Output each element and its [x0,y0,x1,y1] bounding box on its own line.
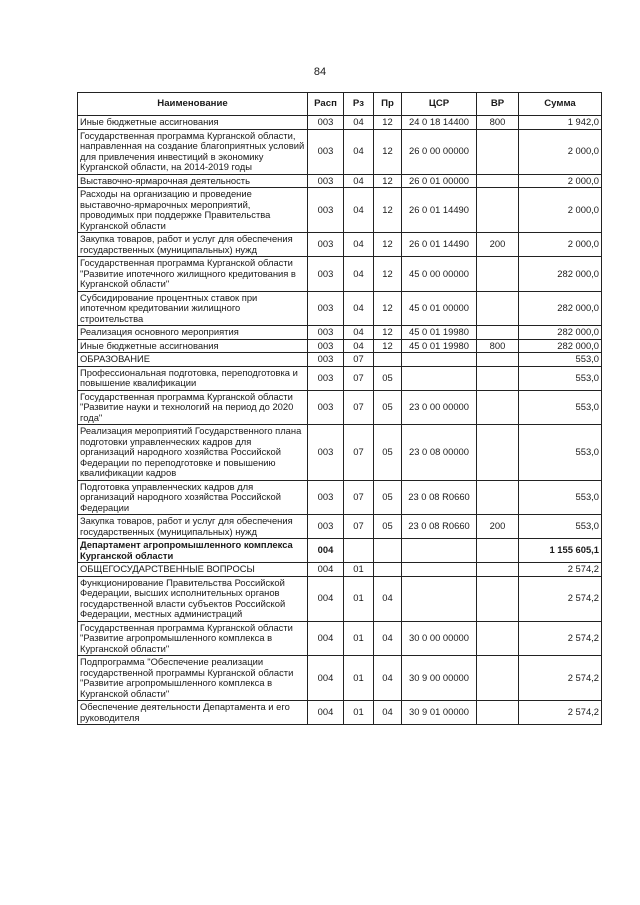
cell-sum: 282 000,0 [519,291,602,326]
cell-sum: 2 000,0 [519,233,602,257]
cell-name: Департамент агропромышленного комплекса Курганской области [78,539,308,563]
cell-rz: 01 [344,563,374,577]
cell-rz: 07 [344,515,374,539]
cell-name: ОБРАЗОВАНИЕ [78,353,308,367]
cell-rasp: 003 [308,233,344,257]
cell-sum: 2 574,2 [519,656,602,701]
cell-vr [477,257,519,292]
cell-rasp: 003 [308,129,344,174]
cell-vr [477,539,519,563]
cell-sum: 2 000,0 [519,174,602,188]
cell-rz: 04 [344,116,374,130]
table-row [78,425,602,481]
cell-vr [477,701,519,725]
cell-csr: 45 0 01 19980 [402,339,477,353]
cell-vr [477,366,519,390]
cell-name: Государственная программа Курганской области "Развитие агропромышленного комплекса в Курганской области" [78,621,308,656]
cell-name: Реализация основного мероприятия [78,326,308,340]
cell-rz: 04 [344,233,374,257]
cell-rasp: 004 [308,576,344,621]
header-pr: Пр [374,93,402,116]
cell-pr [374,353,402,367]
table-row [78,539,602,563]
cell-rasp: 003 [308,257,344,292]
table-row [78,326,602,340]
cell-rasp: 003 [308,291,344,326]
cell-rz: 04 [344,129,374,174]
cell-rz: 04 [344,174,374,188]
cell-name: Государственная программа Курганской области "Развитие ипотечного жилищного кредитования в Курганской области" [78,257,308,292]
cell-csr: 24 0 18 14400 [402,116,477,130]
cell-rasp: 003 [308,425,344,481]
cell-pr [374,563,402,577]
cell-sum: 553,0 [519,425,602,481]
cell-pr: 12 [374,116,402,130]
header-rasp: Расп [308,93,344,116]
cell-pr: 12 [374,233,402,257]
cell-name: Субсидирование процентных ставок при ипотечном кредитовании жилищного строительства [78,291,308,326]
cell-name: Выставочно-ярмарочная деятельность [78,174,308,188]
cell-rasp: 003 [308,326,344,340]
table-row [78,515,602,539]
cell-vr [477,326,519,340]
cell-csr: 26 0 01 14490 [402,188,477,233]
cell-rasp: 004 [308,656,344,701]
cell-rasp: 003 [308,353,344,367]
cell-sum: 553,0 [519,515,602,539]
cell-csr: 26 0 01 00000 [402,174,477,188]
cell-vr: 800 [477,116,519,130]
table-row [78,257,602,292]
cell-rasp: 004 [308,701,344,725]
cell-csr: 26 0 00 00000 [402,129,477,174]
cell-rz: 07 [344,390,374,425]
cell-sum: 2 574,2 [519,621,602,656]
cell-vr [477,188,519,233]
cell-pr: 12 [374,291,402,326]
cell-sum: 2 000,0 [519,188,602,233]
cell-pr: 05 [374,390,402,425]
cell-name: Государственная программа Курганской области, направленная на создание благоприятных условий для привлечения инвестиций в экономику Курганской области, на 2014-2019 годы [78,129,308,174]
table-row [78,390,602,425]
cell-name: Иные бюджетные ассигнования [78,116,308,130]
cell-name: Профессиональная подготовка, переподготовка и повышение квалификации [78,366,308,390]
table-body [78,116,602,725]
table-row [78,621,602,656]
cell-csr: 45 0 00 00000 [402,257,477,292]
cell-pr: 12 [374,188,402,233]
cell-vr: 800 [477,339,519,353]
cell-sum: 553,0 [519,480,602,515]
cell-vr [477,480,519,515]
cell-rz: 04 [344,291,374,326]
table-row [78,188,602,233]
cell-rasp: 003 [308,515,344,539]
cell-name: Закупка товаров, работ и услуг для обеспечения государственных (муниципальных) нужд [78,515,308,539]
cell-rasp: 003 [308,366,344,390]
cell-rasp: 003 [308,174,344,188]
table-row [78,174,602,188]
cell-rz: 01 [344,576,374,621]
cell-pr: 12 [374,326,402,340]
cell-pr: 04 [374,621,402,656]
header-name: Наименование [78,93,308,116]
cell-sum: 1 155 605,1 [519,539,602,563]
cell-name: Подпрограмма "Обеспечение реализации государственной программы Курганской области "Развитие агропромышленного комплекса в Курганской области" [78,656,308,701]
cell-pr: 05 [374,425,402,481]
cell-sum: 2 574,2 [519,563,602,577]
cell-pr: 05 [374,515,402,539]
page-number: 84 [313,66,327,78]
cell-name: Расходы на организацию и проведение выставочно-ярмарочных мероприятий, проводимых при поддержке Правительства Курганской области [78,188,308,233]
cell-csr: 45 0 01 00000 [402,291,477,326]
header-sum: Сумма [519,93,602,116]
cell-csr [402,366,477,390]
cell-rz: 07 [344,353,374,367]
cell-sum: 2 574,2 [519,701,602,725]
cell-pr: 12 [374,174,402,188]
cell-rasp: 003 [308,116,344,130]
cell-rz [344,539,374,563]
cell-csr: 26 0 01 14490 [402,233,477,257]
cell-pr: 04 [374,576,402,621]
cell-name: Обеспечение деятельности Департамента и его руководителя [78,701,308,725]
cell-name: Реализация мероприятий Государственного плана подготовки управленческих кадров для организаций народного хозяйства Российской Федерации по переподготовке и повышению квалификации кадров [78,425,308,481]
cell-vr [477,174,519,188]
table-row [78,656,602,701]
cell-sum: 282 000,0 [519,257,602,292]
table-row [78,701,602,725]
budget-table [77,92,602,725]
cell-sum: 282 000,0 [519,326,602,340]
cell-rasp: 003 [308,188,344,233]
cell-vr [477,390,519,425]
cell-name: Функционирование Правительства Российской Федерации, высших исполнительных органов государственной власти субъектов Российской Федерации, местных администраций [78,576,308,621]
cell-pr: 04 [374,701,402,725]
header-vr: ВР [477,93,519,116]
cell-rz: 07 [344,480,374,515]
cell-rz: 01 [344,656,374,701]
table-row [78,129,602,174]
cell-rz: 04 [344,326,374,340]
cell-rasp: 004 [308,539,344,563]
cell-csr [402,353,477,367]
cell-vr [477,656,519,701]
cell-csr: 30 9 00 00000 [402,656,477,701]
cell-rasp: 003 [308,480,344,515]
cell-rz: 04 [344,339,374,353]
table-row [78,576,602,621]
cell-vr [477,291,519,326]
cell-rasp: 004 [308,621,344,656]
cell-csr: 23 0 00 00000 [402,390,477,425]
cell-vr [477,129,519,174]
cell-pr: 12 [374,129,402,174]
cell-rz: 07 [344,366,374,390]
cell-rz: 01 [344,621,374,656]
cell-sum: 553,0 [519,353,602,367]
cell-pr: 12 [374,339,402,353]
cell-vr: 200 [477,515,519,539]
cell-csr: 23 0 08 00000 [402,425,477,481]
cell-rz: 01 [344,701,374,725]
header-rz: Рз [344,93,374,116]
cell-rz: 04 [344,188,374,233]
cell-csr: 23 0 08 R0660 [402,515,477,539]
cell-name: Закупка товаров, работ и услуг для обеспечения государственных (муниципальных) нужд [78,233,308,257]
cell-sum: 2 574,2 [519,576,602,621]
cell-csr [402,539,477,563]
cell-pr [374,539,402,563]
cell-csr [402,563,477,577]
cell-pr: 05 [374,366,402,390]
table-row [78,116,602,130]
cell-pr: 12 [374,257,402,292]
cell-csr: 23 0 08 R0660 [402,480,477,515]
cell-sum: 553,0 [519,366,602,390]
cell-sum: 1 942,0 [519,116,602,130]
table-row [78,563,602,577]
cell-vr [477,576,519,621]
cell-sum: 553,0 [519,390,602,425]
cell-vr [477,425,519,481]
table-row [78,291,602,326]
cell-csr [402,576,477,621]
cell-vr: 200 [477,233,519,257]
table-header-row [78,93,602,116]
cell-name: Иные бюджетные ассигнования [78,339,308,353]
cell-sum: 282 000,0 [519,339,602,353]
cell-rasp: 003 [308,390,344,425]
cell-sum: 2 000,0 [519,129,602,174]
cell-pr: 04 [374,656,402,701]
cell-rasp: 003 [308,339,344,353]
cell-vr [477,621,519,656]
cell-rz: 04 [344,257,374,292]
table-row [78,353,602,367]
header-csr: ЦСР [402,93,477,116]
cell-rasp: 004 [308,563,344,577]
table-row [78,233,602,257]
cell-csr: 30 0 00 00000 [402,621,477,656]
cell-csr: 30 9 01 00000 [402,701,477,725]
cell-pr: 05 [374,480,402,515]
cell-name: Подготовка управленческих кадров для организаций народного хозяйства Российской Федерации [78,480,308,515]
cell-vr [477,353,519,367]
cell-name: Государственная программа Курганской области "Развитие науки и технологий на период до 2020 года" [78,390,308,425]
cell-vr [477,563,519,577]
table-row [78,480,602,515]
table-row [78,339,602,353]
cell-name: ОБЩЕГОСУДАРСТВЕННЫЕ ВОПРОСЫ [78,563,308,577]
cell-csr: 45 0 01 19980 [402,326,477,340]
cell-rz: 07 [344,425,374,481]
table-row [78,366,602,390]
